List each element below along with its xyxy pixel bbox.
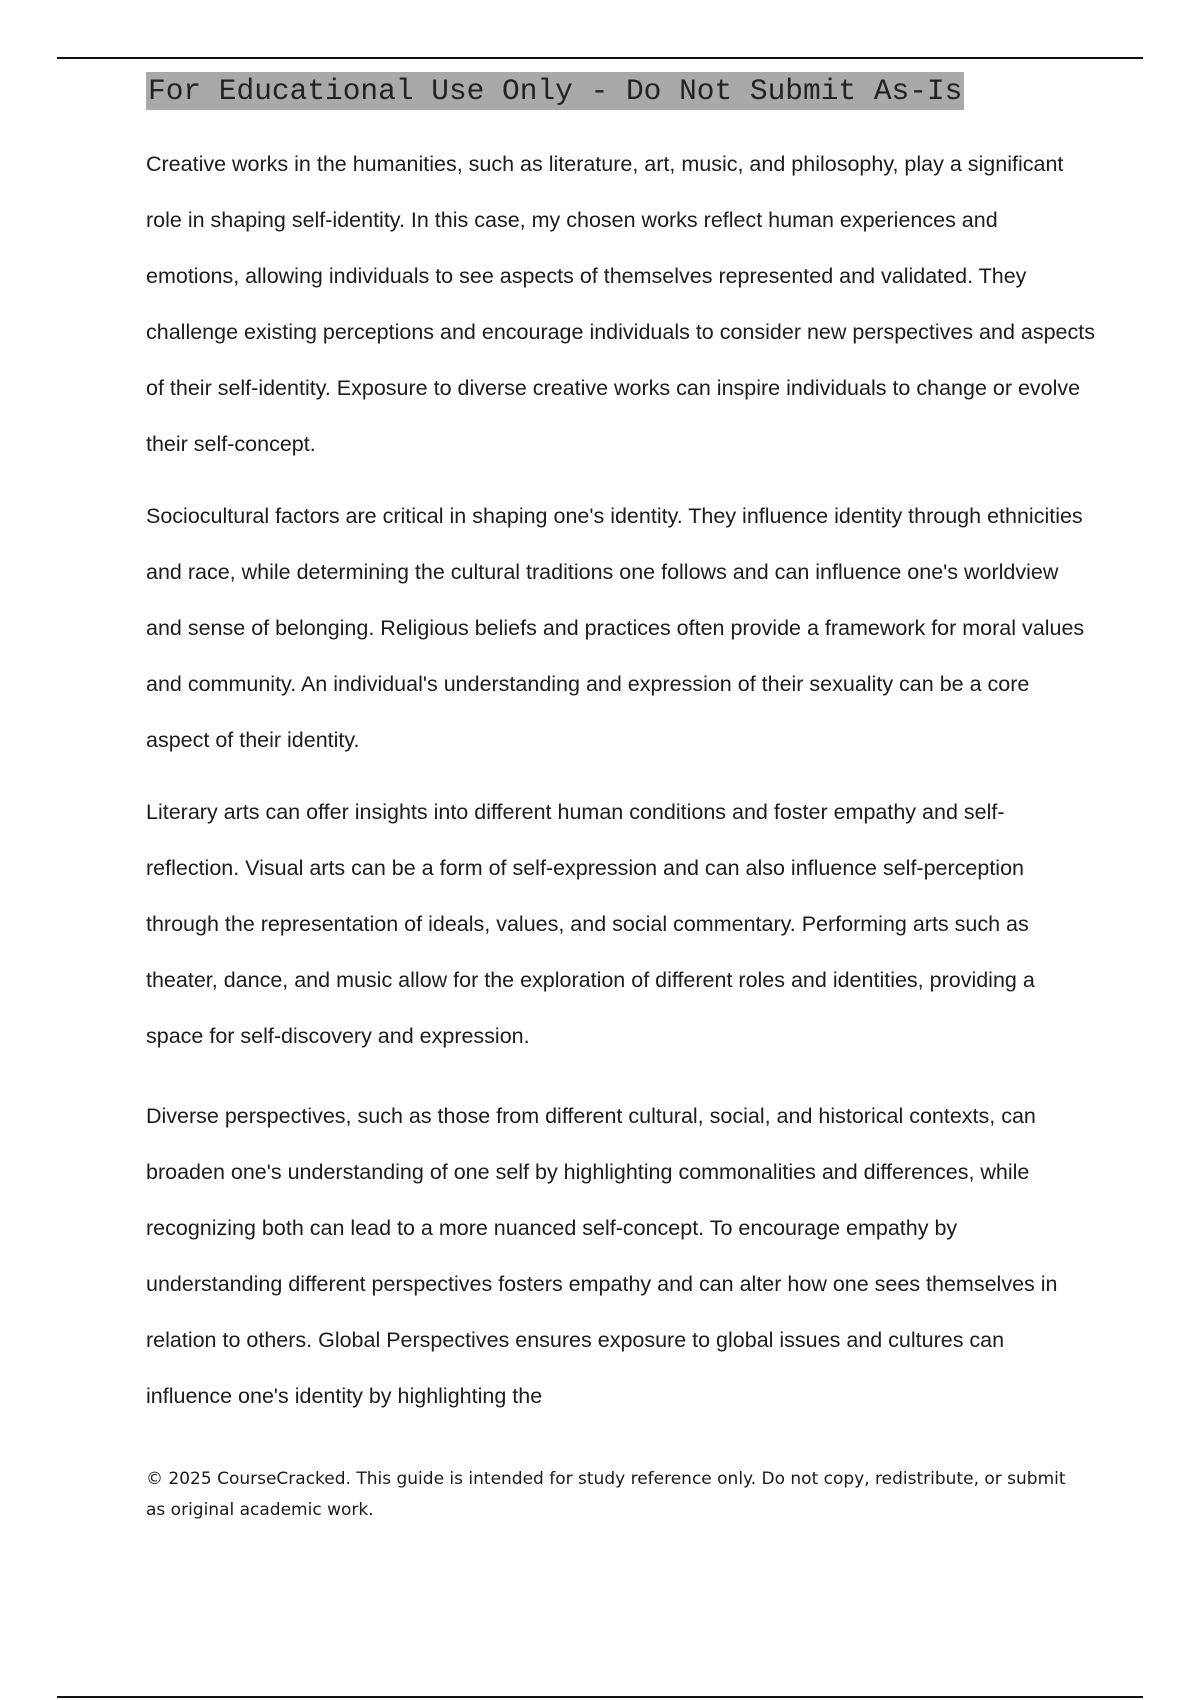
paragraph-diverse-perspectives: Diverse perspectives, such as those from different cultural, social, and historical contexts, can broaden one's understanding of one self by highlighting commonalities and differences, while recognizing both can lead to a more nuanced self-concept. To encourage empathy by understanding different perspectives fosters empathy and can alter how one sees themselves in relation to others. Global Perspectives ensures exposure to global issues and cultures can influence one's identity by highlighting the bbox=[146, 1104, 1058, 1408]
paragraph-arts: Literary arts can offer insights into different human conditions and foster empathy and self-reflection. Visual arts can be a form of self-expression and can also influence self-perception through the representation of ideals, values, and social commentary. Performing arts such as theater, dance, and music allow for the exploration of different roles and identities, providing a space for self-discovery and expression. bbox=[146, 800, 1035, 1048]
paragraph-sociocultural-factors: Sociocultural factors are critical in shaping one's identity. They influence identity through ethnicities and race, while determining the cultural traditions one follows and can influence one's worldview and sense of belonging. Religious beliefs and practices often provide a framework for moral values and community. An individual's understanding and expression of their sexuality can be a core aspect of their identity. bbox=[146, 504, 1085, 752]
top-divider bbox=[57, 57, 1143, 59]
bottom-divider bbox=[57, 1696, 1143, 1698]
paragraph-creative-works: Creative works in the humanities, such as literature, art, music, and philosophy, play a significant role in shaping self-identity. In this case, my chosen works reflect human experiences and emotions, allowing individuals to see aspects of themselves represented and validated. They challenge existing perceptions and encourage individuals to consider new perspectives and aspects of their self-identity. Exposure to diverse creative works can inspire individuals to change or evolve their self-concept. bbox=[146, 152, 1095, 456]
disclaimer-banner: For Educational Use Only - Do Not Submit As-Is bbox=[148, 74, 963, 108]
page-content bbox=[146, 72, 1096, 1424]
copyright-footer: © 2025 CourseCracked. This guide is intended for study reference only. Do not copy, redistribute, or submit as original academic work. bbox=[146, 1469, 1066, 1520]
